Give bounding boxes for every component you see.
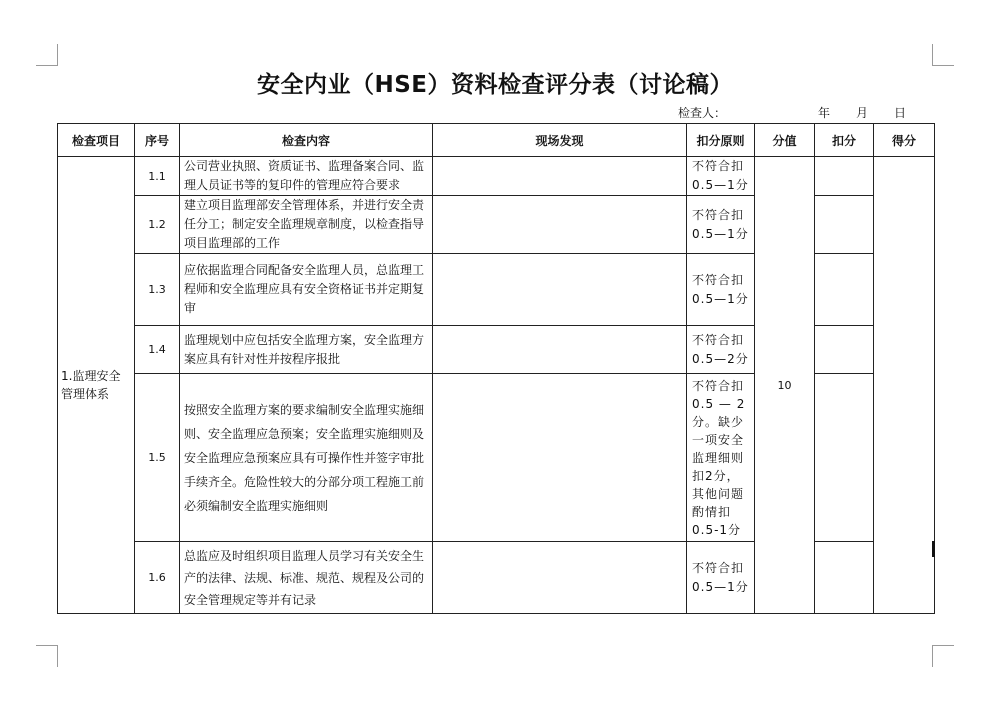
finding-cell[interactable] bbox=[433, 254, 687, 326]
inspection-score-table bbox=[57, 123, 935, 614]
deduction-cell[interactable] bbox=[815, 157, 874, 196]
header-final-score: 得分 bbox=[874, 124, 935, 157]
deduction-cell[interactable] bbox=[815, 542, 874, 614]
final-score-cell[interactable] bbox=[874, 157, 935, 614]
seq-cell: 1.5 bbox=[135, 374, 180, 542]
finding-cell[interactable] bbox=[433, 157, 687, 196]
rule-cell: 不符合扣0.5—1分 bbox=[687, 542, 755, 614]
page-edge-marker bbox=[932, 541, 935, 557]
crop-mark-bottom-left-h bbox=[36, 645, 57, 646]
crop-mark-top-right-v bbox=[932, 44, 933, 66]
content-cell: 总监应及时组织项目监理人员学习有关安全生产的法律、法规、标准、规范、规程及公司的安全管理规定等并有记录 bbox=[180, 542, 433, 614]
rule-cell: 不符合扣0.5 — 2分。缺少一项安全监理细则扣2分，其他问题酌情扣0.5-1分 bbox=[687, 374, 755, 542]
header-score-value: 分值 bbox=[755, 124, 815, 157]
seq-cell: 1.6 bbox=[135, 542, 180, 614]
header-row bbox=[58, 124, 935, 157]
content-cell: 应依据监理合同配备安全监理人员，总监理工程师和安全监理应具有安全资格证书并定期复审 bbox=[180, 254, 433, 326]
content-cell: 监理规划中应包括安全监理方案，安全监理方案应具有针对性并按程序报批 bbox=[180, 326, 433, 374]
rule-cell: 不符合扣0.5—1分 bbox=[687, 157, 755, 196]
seq-cell: 1.3 bbox=[135, 254, 180, 326]
header-deduction-rule: 扣分原则 bbox=[687, 124, 755, 157]
rule-cell: 不符合扣0.5—2分 bbox=[687, 326, 755, 374]
inspector-label: 检查人： bbox=[678, 106, 727, 120]
finding-cell[interactable] bbox=[433, 542, 687, 614]
content-cell: 公司营业执照、资质证书、监理备案合同、监理人员证书等的复印件的管理应符合要求 bbox=[180, 157, 433, 196]
year-label: 年 bbox=[818, 106, 831, 120]
category-cell: 1.监理安全管理体系 bbox=[58, 157, 135, 614]
deduction-cell[interactable] bbox=[815, 374, 874, 542]
seq-cell: 1.1 bbox=[135, 157, 180, 196]
finding-cell[interactable] bbox=[433, 374, 687, 542]
header-content: 检查内容 bbox=[180, 124, 433, 157]
content-cell: 建立项目监理部安全管理体系，并进行安全责任分工；制定安全监理规章制度，以检查指导项目监理部的工作 bbox=[180, 196, 433, 254]
seq-cell: 1.2 bbox=[135, 196, 180, 254]
crop-mark-bottom-right-h bbox=[933, 645, 954, 646]
deduction-cell[interactable] bbox=[815, 196, 874, 254]
document-title: 安全内业（HSE）资料检查评分表（讨论稿） bbox=[256, 72, 734, 98]
seq-cell: 1.4 bbox=[135, 326, 180, 374]
crop-mark-bottom-right-v bbox=[932, 645, 933, 667]
month-label: 月 bbox=[856, 106, 869, 120]
header-check-item: 检查项目 bbox=[58, 124, 135, 157]
crop-mark-top-left-v bbox=[57, 44, 58, 66]
header-seq: 序号 bbox=[135, 124, 180, 157]
finding-cell[interactable] bbox=[433, 326, 687, 374]
crop-mark-bottom-left-v bbox=[57, 645, 58, 667]
rule-cell: 不符合扣0.5—1分 bbox=[687, 254, 755, 326]
rule-cell: 不符合扣0.5—1分 bbox=[687, 196, 755, 254]
header-deduction: 扣分 bbox=[815, 124, 874, 157]
table-row bbox=[58, 157, 935, 196]
content-cell: 按照安全监理方案的要求编制安全监理实施细则、安全监理应急预案；安全监理实施细则及安全监理应急预案应具有可操作性并签字审批手续齐全。危险性较大的分部分项工程施工前必须编制安全监理实施细则 bbox=[180, 374, 433, 542]
day-label: 日 bbox=[894, 106, 907, 120]
deduction-cell[interactable] bbox=[815, 254, 874, 326]
deduction-cell[interactable] bbox=[815, 326, 874, 374]
header-finding: 现场发现 bbox=[433, 124, 687, 157]
finding-cell[interactable] bbox=[433, 196, 687, 254]
score-value-cell: 10 bbox=[755, 157, 815, 614]
